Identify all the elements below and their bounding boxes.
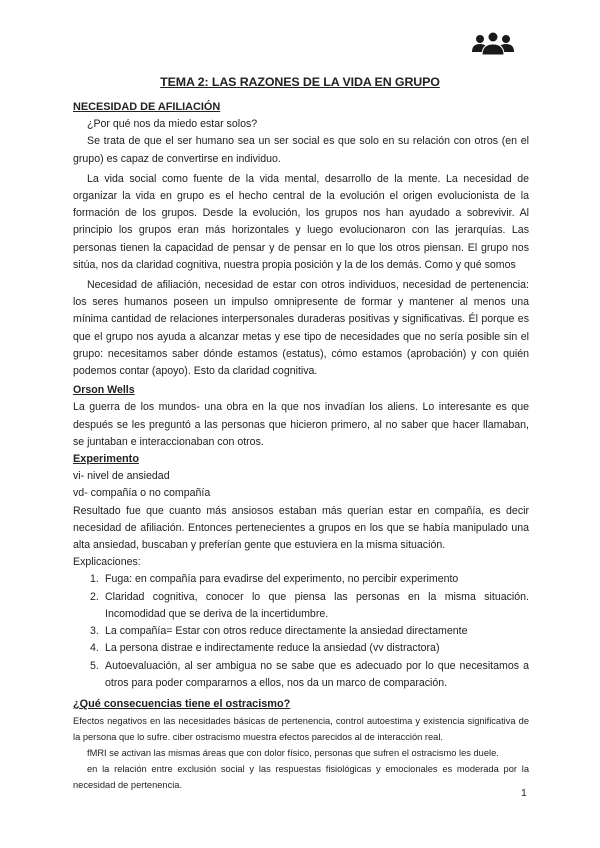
explicaciones-label: Explicaciones: xyxy=(73,556,141,569)
section-heading-orson: Orson Wells xyxy=(73,384,135,397)
paragraph: Se trata de que el ser humano sea un ser social es que solo en su relación con otros (en el grupo) es capaz de convertirse en individuo. xyxy=(73,135,529,165)
document-body xyxy=(73,99,529,793)
paragraph: Efectos negativos en las necesidades básicas de pertenencia, control autoestima y existencia significativa de la persona que lo sufre. ciber ostracismo muestra efectos parecidos al de interacción real. xyxy=(73,716,529,743)
list-item: 5. Autoevaluación, al ser ambigua no se sabe que es adecuado por lo que necesitamos a otros para poder compararnos a ellos, nos da un marco de comparación. xyxy=(90,659,529,689)
variable-independiente: vi- nivel de ansiedad xyxy=(73,470,170,483)
paragraph: La guerra de los mundos- una obra en la que nos invadían los aliens. Lo interesante es que después se les preguntó a las personas que hicieron primero, al no saber que hacer llamaban, se juntaban e interaccionaban con otros. xyxy=(73,401,529,448)
paragraph: La vida social como fuente de la vida mental, desarrollo de la mente. La necesidad de organizar la vida en grupo es el hecho central de la evolución el origen evolucionista de la formación de los grupos. Desde la evolución, los grupos nos han ayudado a sobrevivir. Al principio los grupos eran más horizontales y luego evolucionaron con las jerarquías. Las personas tienen la capacidad de pensar y de pensar en lo que los otros piensan. El grupo nos sitúa, nos da claridad cognitiva, nuestra propia posición y la de los demás. Como y qué somos xyxy=(73,172,529,271)
list-item: 1. Fuga: en compañía para evadirse del experimento, no percibir experimento xyxy=(90,573,459,586)
paragraph: Resultado fue que cuanto más ansiosos estaban más querían estar en compañía, es decir necesidad de afiliación. Entonces pertenecientes a grupos en los que se había manipulado una alta ansiedad, buscaban y preferían gente que estuviera en la misma situación. xyxy=(73,504,529,552)
group-people-icon xyxy=(472,30,514,56)
paragraph: Necesidad de afiliación, necesidad de estar con otros individuos, necesidad de pertenencia: los seres humanos poseen un impulso omnipresente de formar y mantener al menos una mínima cantidad de relaciones interpersonales duraderas positivas y significativas. Él porque es que el grupo nos ayuda a alcanzar metas y ese tipo de necesidades que no sería posible sin el grupo: necesitamos saber dónde estamos (estatus), cómo estamos (aprobación) y con quién podemos contar (apoyo). Esto da claridad cognitiva. xyxy=(73,279,529,378)
section-heading-ostracismo: ¿Qué consecuencias tiene el ostracismo? xyxy=(73,697,291,710)
question-text: ¿Por qué nos da miedo estar solos? xyxy=(87,118,258,131)
variable-dependiente: vd- compañía o no compañía xyxy=(73,487,211,500)
list-item: 4. La persona distrae e indirectamente reduce la ansiedad (vv distractora) xyxy=(90,642,440,655)
paragraph: en la relación entre exclusión social y las respuestas fisiológicas y emocionales es moderada por la necesidad de pertenencia. xyxy=(73,764,529,791)
explicaciones-list xyxy=(73,571,529,691)
section-heading-experimento: Experimento xyxy=(73,453,139,466)
page-number: 1 xyxy=(521,787,527,799)
paragraph: fMRI se activan las mismas áreas que con dolor físico, personas que sufren el ostracismo les duele. xyxy=(87,748,499,759)
section-heading-afiliacion: NECESIDAD DE AFILIACIÓN xyxy=(73,101,221,113)
page-title: TEMA 2: LAS RAZONES DE LA VIDA EN GRUPO xyxy=(160,75,440,89)
list-item: 3. La compañía= Estar con otros reduce directamente la ansiedad directamente xyxy=(90,625,468,638)
list-item: 2. Claridad cognitiva, conocer lo que piensa las personas en la misma situación. Incomodidad que se deriva de la incertidumbre. xyxy=(90,590,529,620)
